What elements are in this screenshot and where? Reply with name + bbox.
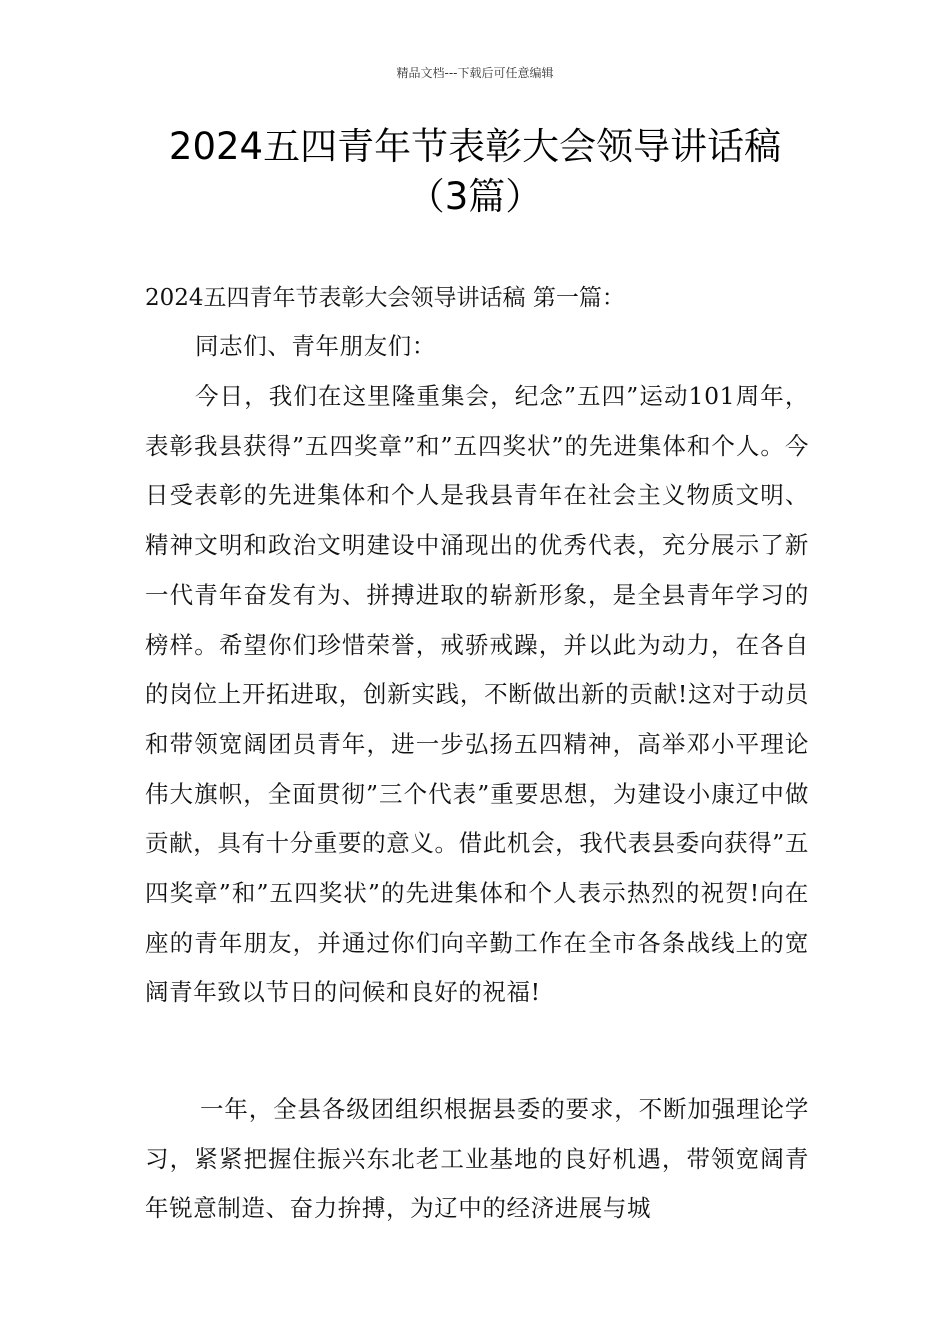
section-heading: 2024五四青年节表彰大会领导讲话稿 第一篇： xyxy=(145,285,625,311)
document-title xyxy=(0,122,950,222)
body-paragraph-1: 今日，我们在这里隆重集会，纪念”五四”运动101周年，表彰我县获得”五四奖章”和”五四奖状”的先进集体和个人。今日受表彰的先进集体和个人是我县青年在社会主义物质文明、精神文明和政治文明建设中涌现出的优秀代表，充分展示了新一代青年奋发有为、拼搏进取的崭新形象，是全县青年学习的榜样。希望你们珍惜荣誉，戒骄戒躁，并以此为动力，在各自的岗位上开拓进取，创新实践，不断做出新的贡献!这对于动员和带领宽阔团员青年，进一步弘扬五四精神，高举邓小平理论伟大旗帜，全面贯彻”三个代表”重要思想，为建设小康辽中做贡献，具有十分重要的意义。借此机会，我代表县委向获得”五四奖章”和”五四奖状”的先进集体和个人表示热烈的祝贺!向在座的青年朋友，并通过你们向辛勤工作在全市各条战线上的宽阔青年致以节日的问候和良好的祝福! xyxy=(145,382,809,1007)
title-line-2: （3篇） xyxy=(407,175,543,218)
header-note: 精品文档---下载后可任意编辑 xyxy=(396,66,554,80)
salutation: 同志们、青年朋友们： xyxy=(195,332,436,360)
body-paragraph-2: 一年，全县各级团组织根据县委的要求，不断加强理论学习，紧紧把握住振兴东北老工业基地的良好机遇，带领宽阔青年锐意制造、奋力拚搏，为辽中的经济进展与城 xyxy=(145,1095,809,1223)
title-line-1: 2024五四青年节表彰大会领导讲话稿 xyxy=(168,125,782,168)
